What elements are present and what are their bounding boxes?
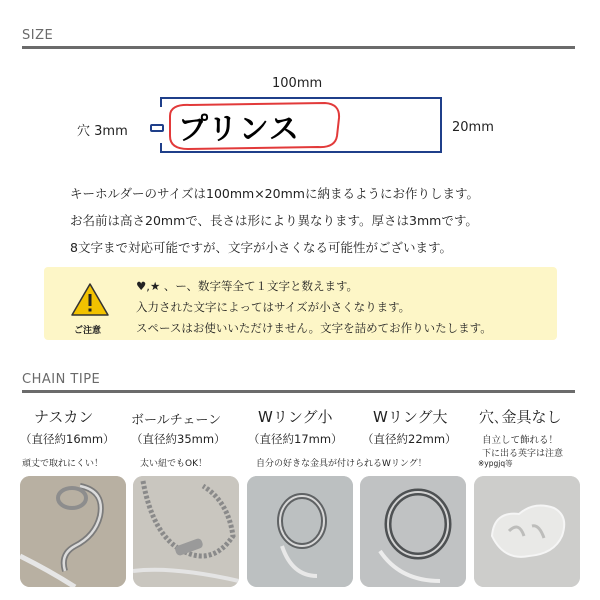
width-dimension-label: 100mm	[272, 76, 323, 91]
small-ring-photo	[247, 476, 353, 587]
notice-line-2: 入力された文字によってはサイズが小さくなります。	[136, 300, 411, 314]
hole-marker	[150, 124, 164, 132]
chain-size-small-ring: （直径約17mm）	[248, 432, 343, 446]
chain-title-ball-chain: ボールチェーン	[131, 413, 222, 428]
size-heading-rule	[22, 46, 575, 49]
chain-note-snap-hook: 頑丈で取れにくい！	[22, 459, 104, 469]
height-dimension-label: 20mm	[452, 120, 494, 135]
large-ring-photo	[360, 476, 466, 587]
notice-caption: ご注意	[74, 326, 102, 336]
standing-acrylic-photo	[474, 476, 580, 587]
description-line-1: キーホルダーのサイズは100mm×20mmに納まるようにお作りします。	[70, 186, 479, 201]
chain-size-snap-hook: （直径約16mm）	[20, 432, 115, 446]
chain-note-no-hole-2: 下に出る英字は注意	[482, 449, 564, 459]
chain-note-no-hole-1: 自立して飾れる！	[482, 435, 559, 446]
notice-line-1: ♥,★ 、ー、数字等全て１文字と数えます。	[136, 279, 359, 293]
ball-chain-photo	[133, 476, 239, 587]
notice-line-3: スペースはお使いいただけません。文字を詰めてお作りいたします。	[136, 321, 492, 335]
chain-size-large-ring: （直径約22mm）	[362, 432, 457, 446]
chain-title-snap-hook: ナスカン	[34, 408, 94, 426]
size-heading: SIZE	[22, 28, 54, 43]
chain-title-small-ring: Wリング小	[258, 408, 333, 426]
warning-icon	[70, 282, 110, 318]
chain-title-large-ring: Wリング大	[373, 408, 448, 426]
chain-note-small-ring: 自分の好きな金具が付けられるWリング！	[256, 459, 427, 469]
chain-note-no-hole-3: ※ypgjq等	[478, 459, 513, 468]
chain-title-no-hole: 穴､金具なし	[479, 408, 562, 426]
chain-heading: CHAIN TIPE	[22, 372, 101, 387]
chain-note-ball-chain: 太い紐でもOK！	[140, 459, 207, 469]
chain-size-ball-chain: （直径約35mm）	[131, 432, 226, 446]
snap-hook-photo	[20, 476, 126, 587]
sample-name-text: プリンス	[178, 112, 300, 147]
description-line-3: 8文字まで対応可能ですが、文字が小さくなる可能性がございます。	[70, 240, 452, 255]
hole-dimension-label: 穴 3mm	[77, 124, 128, 139]
chain-heading-rule	[22, 390, 575, 393]
description-line-2: お名前は高さ20mmで、長さは形により異なります。厚さは3mmです。	[70, 213, 478, 228]
